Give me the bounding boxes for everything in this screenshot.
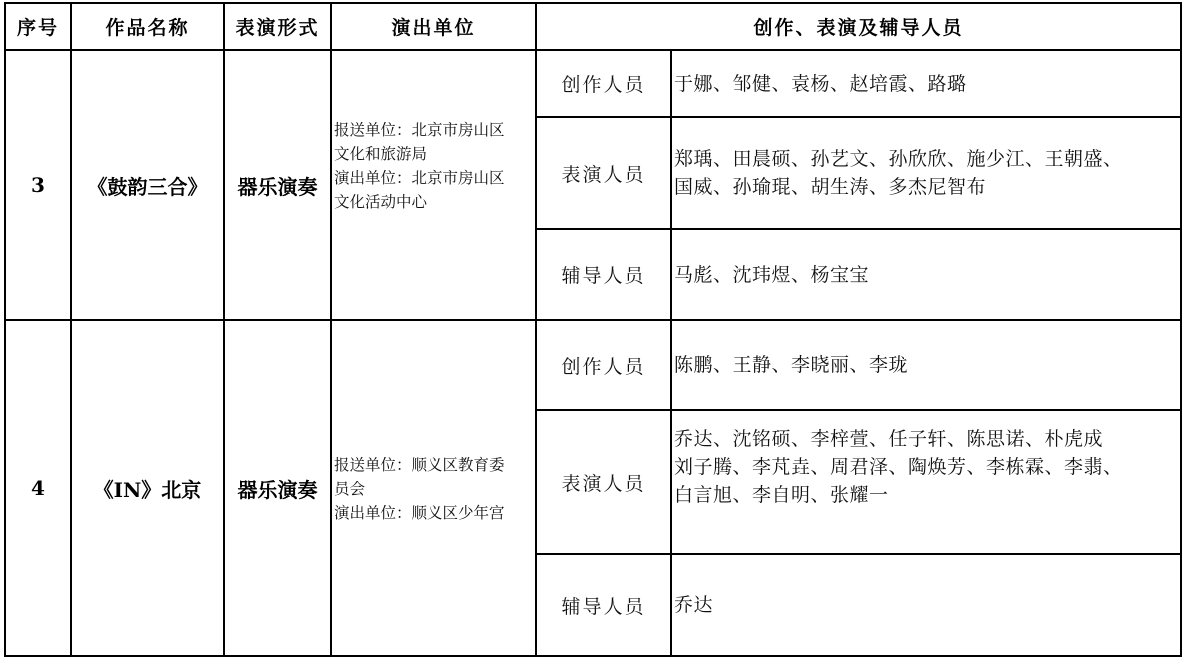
header-staff: 创作、表演及辅导人员 [536,3,1181,50]
role-label: 创作人员 [536,320,671,410]
header-num: 序号 [5,3,71,50]
names-line: 乔达、沈铭硕、李梓萱、任子轩、陈思诺、朴虎成 [674,428,1104,450]
creators-names [671,50,1181,117]
performers-names [671,117,1181,229]
header-unit: 演出单位 [331,3,536,50]
unit-line: 员会 [334,480,366,498]
unit-line: 报送单位：顺义区教育委 [334,456,505,474]
header-title: 作品名称 [71,3,224,50]
role-label: 辅导人员 [536,554,671,656]
work-title: 《IN》北京 [71,320,224,656]
names-line: 陈鹏、王静、李晓丽、李珑 [674,354,909,376]
names-line: 国威、孙瑜琨、胡生涛、多杰尼智布 [674,176,987,198]
performers-names [671,410,1181,554]
unit-line: 演出单位：顺义区少年宫 [334,504,505,522]
performance-form: 器乐演奏 [224,50,331,320]
names-line: 郑瑀、田晨硕、孙艺文、孙欣欣、施少江、王朝盛、 [674,148,1123,170]
table-row [5,50,1181,117]
unit-line: 文化和旅游局 [334,145,428,163]
role-label: 表演人员 [536,410,671,554]
tutors-names [671,229,1181,320]
unit-line: 报送单位：北京市房山区 [334,121,505,139]
row-number: 4 [5,320,71,656]
role-label: 表演人员 [536,117,671,229]
names-line: 乔达 [674,594,714,616]
table-row [5,320,1181,410]
tutors-names [671,554,1181,656]
creators-names [671,320,1181,410]
performing-unit [331,50,536,320]
row-number: 3 [5,50,71,320]
performing-unit [331,320,536,656]
names-line: 于娜、邹健、袁杨、赵培霞、路璐 [674,72,967,95]
unit-line: 演出单位：北京市房山区 [334,169,505,187]
names-line: 刘子腾、李芃垚、周君泽、陶焕芳、李栋霖、李翡、 [674,456,1123,478]
role-label: 辅导人员 [536,229,671,320]
names-line: 马彪、沈玮煜、杨宝宝 [674,263,870,286]
work-title: 《鼓韵三合》 [71,50,224,320]
names-line: 白言旭、李自明、张耀一 [674,484,889,506]
performance-form: 器乐演奏 [224,320,331,656]
role-label: 创作人员 [536,50,671,117]
header-row [5,3,1181,50]
program-table [4,2,1182,657]
unit-line: 文化活动中心 [334,193,428,211]
header-form: 表演形式 [224,3,331,50]
